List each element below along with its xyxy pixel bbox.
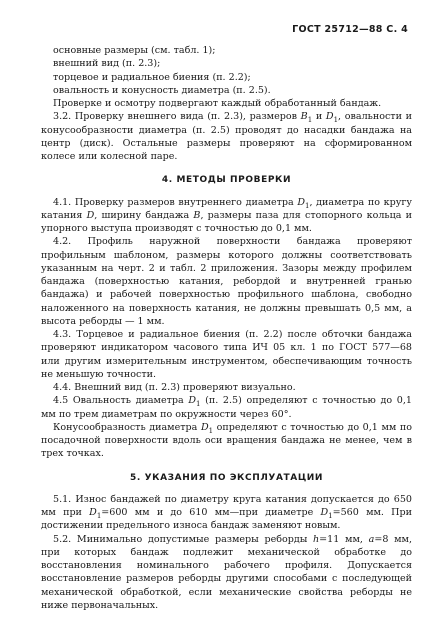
symbol-d: D [188,395,197,407]
text-run: 5.1. Износ бандажей по диаметру круга катания допускается до 650 мм при [41,493,412,518]
subscript: 1 [208,426,214,435]
text-run: 3.2. Проверку внешнего вида (п. 2.3), размеров [53,111,301,123]
paragraph-5-1 [41,493,412,533]
text-run: =600 мм и до 610 мм—при диаметре [101,507,321,518]
text-run: , диаметра по кругу катания [41,196,412,221]
text-run: 5.2. Минимально допустимые размеры реборды [53,533,314,545]
paragraph-5-2 [41,533,412,613]
symbol-b: B [300,111,308,123]
list-item: внешний вид (п. 2.3); [53,58,161,70]
symbol-a: a [368,533,375,545]
paragraph-3-2 [41,110,412,163]
section-4-title: 4. МЕТОДЫ ПРОВЕРКИ [161,175,292,186]
document-body [41,44,412,612]
text-run: 4.1. Проверку размеров внутреннего диаметра [53,196,298,208]
symbol-b: B [193,209,201,221]
symbol-d: D [86,209,95,221]
paragraph-4-3: 4.3. Торцевое и радиальное биения (п. 2.2) после обточки бандажа проверяют индикатором часового типа ИЧ 05 кл. 1 по ГОСТ 577—68 или другим измерительным инструментом, обеспечивающим точность не меньшую точности. [41,329,412,380]
paragraph-4-4: 4.4. Внешний вид (п. 2.3) проверяют визуально. [53,382,296,393]
symbol-d: D [89,507,97,518]
text-run: и [312,111,326,123]
paragraph-4-5 [41,394,412,421]
text-run: =560 мм. При достижении предельного износа бандаж заменяют новым. [41,507,412,532]
subscript: 1 [328,511,333,520]
symbol-d: D [297,196,305,208]
subscript: 1 [305,201,310,210]
subscript: 1 [96,511,102,520]
text-run: , ширину бандажа [94,209,194,221]
text-run: Конусообразность диаметра [53,421,201,433]
list-item: овальность и конусность диаметра (п. 2.5). [53,84,271,96]
text-run: (п. 2.5) определяют с точностью до 0,1 мм по трем диаметрам по окружности через 60°. [41,395,412,420]
text-run: =8 мм, при которых бандаж подлежит механической обработке до восстановления номинального рабочего профиля. Допускается восстановление размеров реборды другими способами с последующей механической обработкой, если механические свойства реборды не ниже первоначальных. [41,533,412,611]
text-run: =11 мм, [319,533,369,545]
paragraph-4-2: 4.2. Профиль наружной поверхности бандажа проверяют профильным шаблоном, размеры которого должны соответствовать указанным на черт. 2 и табл. 2 приложения. Зазоры между профилем бандажа (поверхностью катания, ребордой и внутренней гранью бандажа) и рабочей поверхностью профильного шаблона, свободно наложенного на поверхность катания, не должны превышать 0,5 мм, а высота реборды — 1 мм. [41,236,412,327]
text-run: определяют с точностью до 0,1 мм по посадочной поверхности вдоль оси вращения бандажа не менее, чем в трех точках. [41,421,412,460]
paragraph-4-1 [41,196,412,236]
text-run: , размеры паза для стопорного кольца и упорного выступа производят с точностью до 0,1 мм. [41,209,412,234]
paragraph-4-5-conicity [41,421,412,461]
subscript: 1 [307,116,313,125]
page-header: ГОСТ 25712—88 С. 4 [292,24,408,35]
text-run: , овальности и конусообразности диаметра (п. 2.5) проводят до насадки бандажа на центр (диск). Остальные размеры проверяют на сформированном колесе или колесной паре. [41,111,412,162]
list-item: основные размеры (см. табл. 1); [53,45,216,56]
symbol-d: D [320,507,329,518]
symbol-d: D [325,111,334,123]
section-5-title: 5. УКАЗАНИЯ ПО ЭКСПЛУАТАЦИИ [129,472,324,483]
text-run: 4.5 Овальность диаметра [53,395,189,407]
subscript: 1 [333,116,339,125]
paragraph-inspection: Проверке и осмотру подвергают каждый обработанный бандаж. [53,98,382,109]
symbol-h: h [313,533,320,545]
list-item: торцевое и радиальное биения (п. 2.2); [53,71,251,83]
symbol-d: D [200,421,209,433]
subscript: 1 [196,400,201,409]
